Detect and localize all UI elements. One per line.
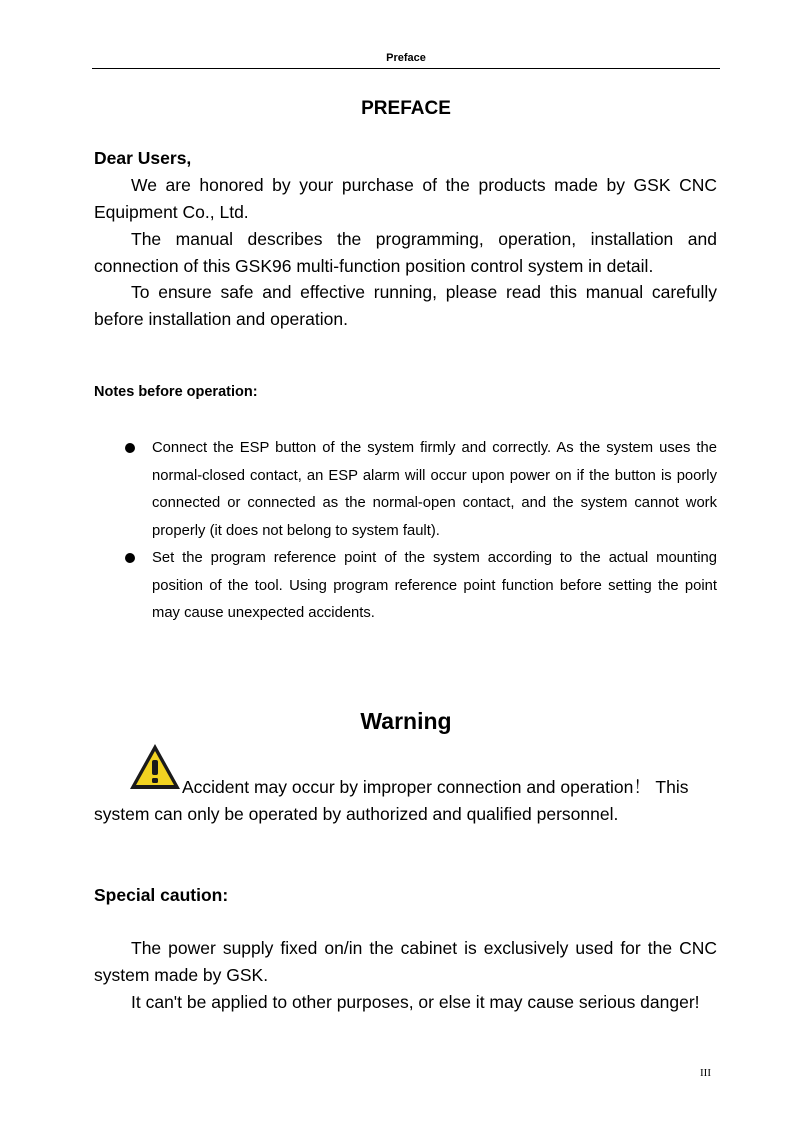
intro-paragraph-1: We are honored by your purchase of the products made by GSK CNC Equipment Co., Ltd.	[94, 175, 717, 222]
notes-heading: Notes before operation:	[94, 384, 258, 400]
intro-paragraph-3: To ensure safe and effective running, please read this manual carefully before installation and operation.	[94, 282, 717, 329]
special-caution-paragraph-1: The power supply fixed on/in the cabinet is exclusively used for the CNC system made by GSK.	[94, 938, 717, 985]
greeting: Dear Users,	[94, 148, 192, 168]
warning-text-line-1: Accident may occur by improper connection and operation！ This	[182, 777, 689, 797]
page-number: III	[700, 1067, 711, 1079]
warning-triangle-icon	[128, 742, 182, 792]
running-header: Preface	[386, 52, 426, 64]
warning-title: Warning	[360, 708, 452, 734]
warning-text-line-2: system can only be operated by authorized and qualified personnel.	[94, 804, 619, 824]
note-item-1: Connect the ESP button of the system firmly and correctly. As the system uses the normal-closed contact, an ESP alarm will occur upon power on if the button is poorly connected or connected as the normal-open contact, and the system cannot work properly (it does not belong to system fault).	[152, 440, 717, 539]
special-caution-paragraph-2: It can't be applied to other purposes, or else it may cause serious danger!	[131, 992, 700, 1012]
page-title: PREFACE	[361, 98, 451, 119]
bullet-icon	[125, 443, 135, 453]
header-rule	[92, 68, 720, 69]
intro-paragraph-2: The manual describes the programming, operation, installation and connection of this GSK96 multi-function position control system in detail.	[94, 229, 717, 276]
special-caution-heading: Special caution:	[94, 885, 229, 905]
note-item-2: Set the program reference point of the system according to the actual mounting position of the tool. Using program reference point function before setting the point may cause unexpected accidents.	[152, 550, 717, 621]
bullet-icon	[125, 553, 135, 563]
